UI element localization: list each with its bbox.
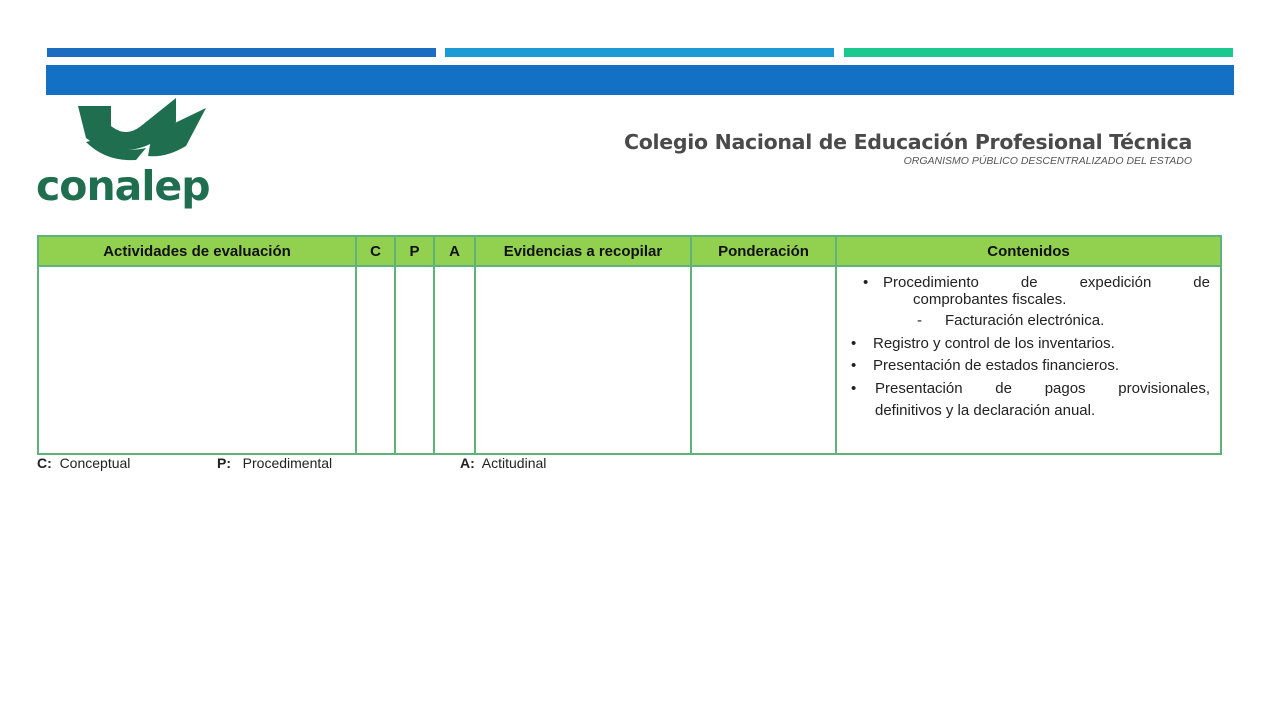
header-evidencias: Evidencias a recopilar	[475, 236, 691, 266]
top-stripe-green	[844, 48, 1233, 57]
legend-a-label: Actitudinal	[481, 455, 547, 471]
cell-contenidos	[836, 266, 1221, 454]
top-stripe-blue	[47, 48, 436, 57]
header-c: C	[356, 236, 395, 266]
content-item-4	[845, 378, 1210, 400]
bullet-icon: •	[851, 380, 857, 397]
legend-p	[217, 455, 332, 471]
content-item-4-line-2: definitivos y la declaración anual.	[875, 402, 1096, 419]
legend-p-label: Procedimental	[242, 455, 333, 471]
cell-actividades	[38, 266, 356, 454]
bullet-icon: •	[851, 335, 857, 352]
content-item-1-line-2: comprobantes fiscales.	[913, 291, 1067, 308]
header-actividades: Actividades de evaluación	[38, 236, 356, 266]
legend-c-key: C:	[37, 455, 52, 471]
cell-ponderacion	[691, 266, 836, 454]
conalep-logo	[36, 96, 216, 216]
legend-c	[37, 455, 130, 471]
content-item-3	[845, 356, 1210, 376]
content-item-4-line-1: Presentación de pagos provisionales,	[875, 380, 1210, 397]
content-item-1-cont	[845, 289, 1210, 311]
organization-subtitle: ORGANISMO PÚBLICO DESCENTRALIZADO DEL ESTADO	[903, 155, 1192, 167]
table-row	[38, 266, 1221, 454]
organization-name: Colegio Nacional de Educación Profesional Técnica	[624, 130, 1192, 154]
cell-evidencias	[475, 266, 691, 454]
bullet-icon: •	[863, 274, 869, 291]
content-item-2-text: Registro y control de los inventarios.	[873, 335, 1115, 352]
header-band	[46, 65, 1234, 95]
cell-p	[395, 266, 434, 454]
content-item-4-cont	[845, 400, 1210, 422]
legend-c-label: Conceptual	[59, 455, 131, 471]
header-a: A	[434, 236, 475, 266]
bullet-icon: •	[851, 357, 857, 374]
cell-c	[356, 266, 395, 454]
content-item-1-line-1: Procedimiento de expedición de	[883, 274, 1210, 291]
content-subitem	[845, 311, 1210, 331]
content-item-3-text: Presentación de estados financieros.	[873, 357, 1119, 374]
organization-header	[624, 130, 1192, 167]
header-p: P	[395, 236, 434, 266]
content-item-2	[845, 334, 1210, 354]
table-header-row	[38, 236, 1221, 266]
legend-p-key: P:	[217, 455, 231, 471]
header-ponderacion: Ponderación	[691, 236, 836, 266]
legend-a-key: A:	[460, 455, 475, 471]
evaluation-table	[37, 235, 1222, 455]
cell-a	[434, 266, 475, 454]
top-stripe-cyan	[445, 48, 834, 57]
legend-a	[460, 455, 546, 471]
conalep-emblem-icon	[66, 96, 216, 164]
header-contenidos: Contenidos	[836, 236, 1221, 266]
logo-wordmark: conalep	[36, 162, 210, 210]
content-subitem-text: Facturación electrónica.	[945, 312, 1105, 329]
dash-icon: -	[917, 312, 922, 329]
